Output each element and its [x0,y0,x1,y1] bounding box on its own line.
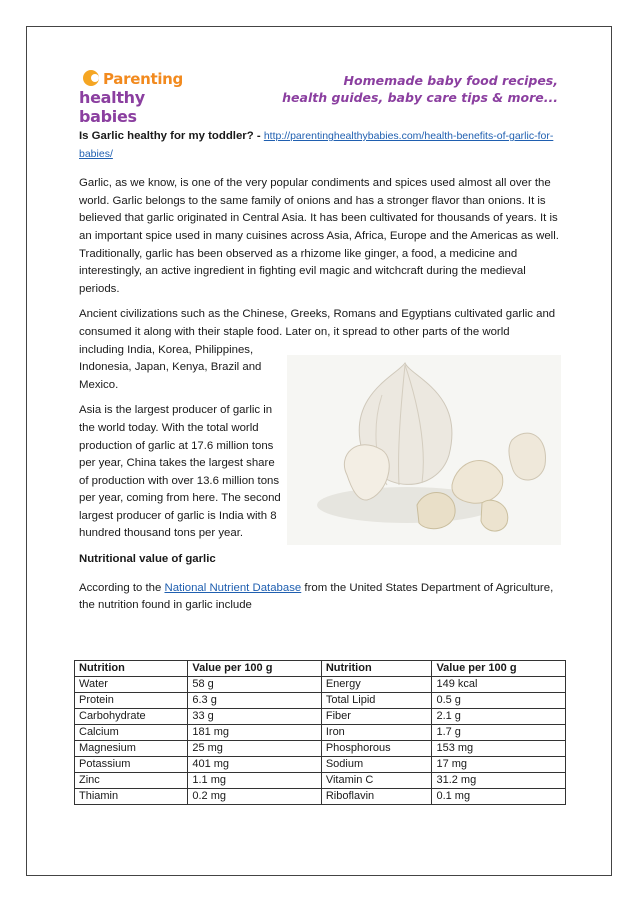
garlic-image [287,355,561,545]
table-cell: Total Lipid [321,693,432,709]
site-tagline [282,72,558,106]
table-cell: 33 g [188,709,322,725]
table-row [75,741,566,757]
table-cell: Potassium [75,757,188,773]
nutrient-database-link[interactable]: National Nutrient Database [164,581,302,594]
paragraph-production: Asia is the largest producer of garlic in the world today. With the total world production of garlic at 17.6 million tons per year, China takes the largest share of production with over 13.6 million tons per year, coming from here. The second largest producer of garlic is India with 8 hundred thousand tons per year. [79,404,281,540]
nutrition-intro-before: According to the [79,581,165,594]
table-cell: 17 mg [432,757,566,773]
table-cell: Iron [321,725,432,741]
paragraph-intro: Garlic, as we know, is one of the very popular condiments and spices used almost all over the world. Garlic belongs to the same family of onions and has a stronger flavor than onions. It is believed that garlic originated in Central Asia. It has been cultivated for thousands of years. It is an important spice used in many cuisines across Asia, Africa, Europe and the Americas as well. Traditionally, garlic has been observed as a rhizome like ginger, a food, a medicine and interestingly, an active ingredient in fighting evil magic and witchcraft during the medieval periods. [79,177,559,295]
logo-line1: Parenting [103,70,183,88]
article-title [79,128,561,163]
table-cell: 181 mg [188,725,322,741]
table-cell: Fiber [321,709,432,725]
table-row [75,789,566,805]
nutrition-intro-after: from the United States Department of Agriculture, the nutrition found in garlic include [79,581,554,612]
table-header-cell: Nutrition [321,661,432,677]
table-header-row [75,661,566,677]
nutrition-heading: Nutritional value of garlic [79,553,216,566]
nutrition-intro [79,580,561,615]
table-cell: Magnesium [75,741,188,757]
table-header-cell: Value per 100 g [432,661,566,677]
table-cell: Calcium [75,725,188,741]
table-row [75,693,566,709]
table-cell: 149 kcal [432,677,566,693]
tagline-line2: health guides, baby care tips & more... [282,90,558,105]
tagline-line1: Homemade baby food recipes, [343,73,558,88]
table-cell: Protein [75,693,188,709]
site-logo[interactable] [79,68,189,126]
table-row [75,757,566,773]
table-cell: 25 mg [188,741,322,757]
article-title-text: Is Garlic healthy for my toddler? - [79,130,264,142]
table-cell: Sodium [321,757,432,773]
table-cell: 2.1 g [432,709,566,725]
article-url-link[interactable]: http://parentinghealthybabies.com/health-benefits-of-garlic-for-babies/ [79,130,554,160]
paragraph-civilizations-a: Ancient civilizations such as the Chinese, Greeks, Romans and Egyptians cultivated garlic and consumed it along with their staple food. Later on, it spread to other parts of the world [79,308,556,338]
paragraph-civilizations-b: including India, Korea, Philippines, Indonesia, Japan, Kenya, Brazil and Mexico. [79,343,262,391]
table-row [75,725,566,741]
table-cell: 0.1 mg [432,789,566,805]
table-cell: Phosphorous [321,741,432,757]
table-header-cell: Nutrition [75,661,188,677]
table-cell: Energy [321,677,432,693]
table-cell: Riboflavin [321,789,432,805]
nutrition-table [74,660,566,805]
table-cell: Thiamin [75,789,188,805]
table-cell: 153 mg [432,741,566,757]
logo-icon [83,70,99,86]
table-cell: 0.5 g [432,693,566,709]
table-row [75,677,566,693]
table-row [75,709,566,725]
table-cell: Vitamin C [321,773,432,789]
table-cell: 31.2 mg [432,773,566,789]
table-cell: Zinc [75,773,188,789]
table-cell: 401 mg [188,757,322,773]
table-cell: 6.3 g [188,693,322,709]
logo-line2: healthy babies [79,88,145,126]
table-row [75,773,566,789]
table-cell: 1.1 mg [188,773,322,789]
table-cell: Water [75,677,188,693]
table-cell: Carbohydrate [75,709,188,725]
table-header-cell: Value per 100 g [188,661,322,677]
table-cell: 58 g [188,677,322,693]
table-cell: 1.7 g [432,725,566,741]
table-cell: 0.2 mg [188,789,322,805]
